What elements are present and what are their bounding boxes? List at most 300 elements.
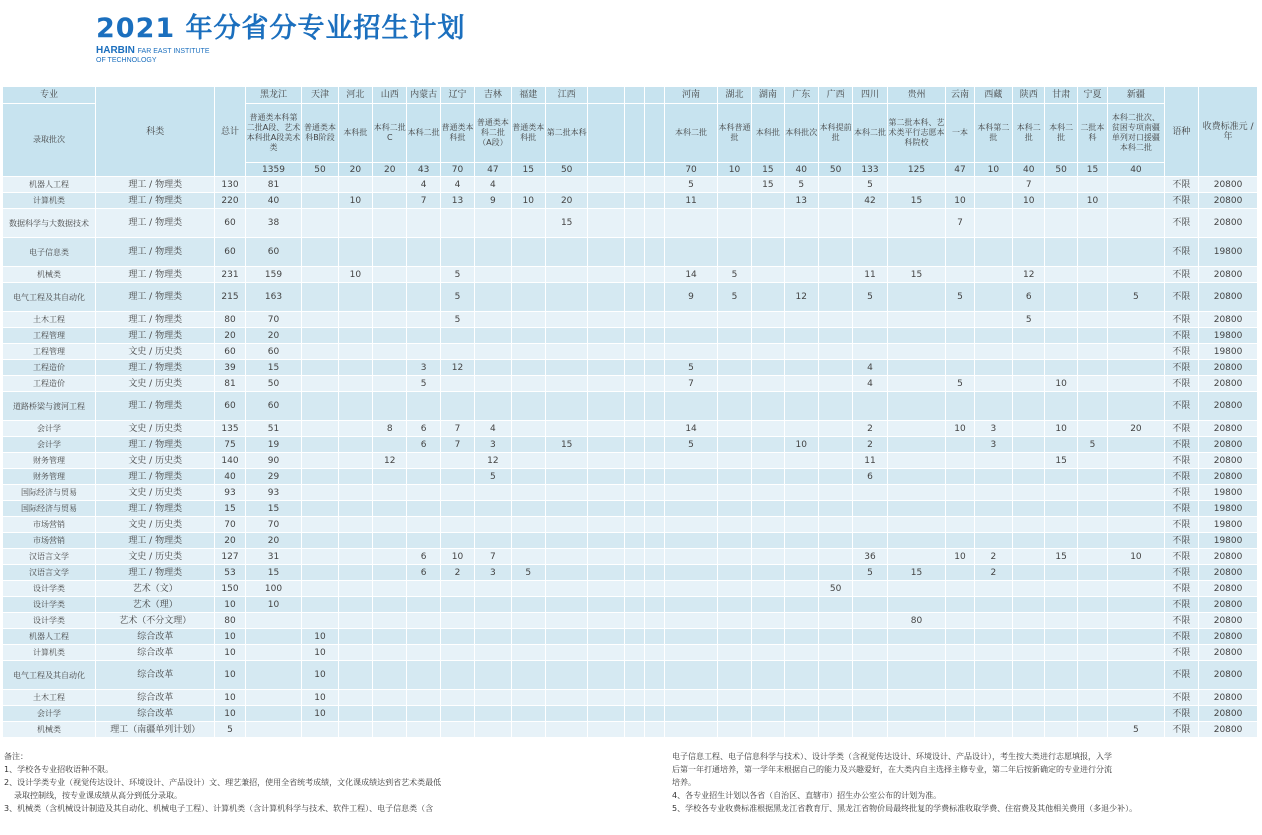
subject-cell: 综合改革	[96, 706, 215, 722]
quota-value-cell: 80	[887, 613, 946, 629]
quota-value-cell	[645, 565, 665, 581]
quota-value-cell	[245, 661, 302, 690]
total-cell: 80	[215, 613, 245, 629]
quota-value-cell	[853, 629, 887, 645]
quota-value-cell	[511, 690, 545, 706]
major-cell: 电气工程及其自动化	[3, 661, 96, 690]
quota-value-cell	[588, 283, 624, 312]
quota-value-cell	[752, 501, 784, 517]
quota-value-cell	[853, 209, 887, 238]
quota-value-cell	[373, 344, 407, 360]
quota-value-cell	[645, 501, 665, 517]
quota-value-cell	[624, 722, 644, 738]
quota-value-cell	[475, 283, 511, 312]
quota-value-cell	[545, 376, 587, 392]
quota-value-cell	[974, 661, 1012, 690]
quota-value-cell	[1077, 613, 1107, 629]
quota-value-cell	[475, 690, 511, 706]
quota-cell: 15	[1077, 163, 1107, 177]
table-row	[3, 392, 1258, 421]
quota-value-cell: 10	[302, 661, 338, 690]
quota-value-cell	[974, 485, 1012, 501]
quota-value-cell	[946, 613, 974, 629]
quota-value-cell	[1045, 437, 1077, 453]
quota-value-cell	[853, 661, 887, 690]
quota-value-cell	[338, 485, 372, 501]
quota-value-cell	[588, 565, 624, 581]
quota-value-cell	[665, 565, 718, 581]
note-3-cont: 培养。	[672, 778, 696, 787]
quota-value-cell	[1108, 193, 1165, 209]
total-cell: 53	[215, 565, 245, 581]
quota-value-cell	[645, 485, 665, 501]
quota-value-cell	[818, 613, 852, 629]
quota-value-cell	[818, 328, 852, 344]
quota-value-cell	[1077, 360, 1107, 376]
quota-value-cell	[784, 613, 818, 629]
quota-value-cell	[717, 613, 751, 629]
quota-value-cell	[545, 661, 587, 690]
table-row	[3, 453, 1258, 469]
quota-value-cell	[717, 706, 751, 722]
table-row	[3, 629, 1258, 645]
quota-value-cell	[974, 613, 1012, 629]
quota-value-cell	[752, 267, 784, 283]
quota-value-cell: 7	[1013, 177, 1045, 193]
quota-value-cell	[717, 629, 751, 645]
quota-value-cell	[784, 645, 818, 661]
quota-value-cell	[588, 360, 624, 376]
fee-cell: 20800	[1199, 629, 1258, 645]
quota-value-cell	[373, 565, 407, 581]
quota-value-cell	[511, 328, 545, 344]
quota-value-cell	[818, 267, 852, 283]
quota-value-cell: 70	[245, 312, 302, 328]
batch-header	[645, 104, 665, 163]
quota-value-cell	[302, 501, 338, 517]
quota-value-cell: 7	[946, 209, 974, 238]
quota-value-cell	[338, 177, 372, 193]
quota-value-cell	[717, 597, 751, 613]
quota-value-cell	[717, 344, 751, 360]
quota-value-cell	[717, 690, 751, 706]
quota-value-cell	[338, 437, 372, 453]
quota-value-cell: 14	[665, 267, 718, 283]
quota-value-cell: 50	[245, 376, 302, 392]
batch-header: 本科二批次、贫困专项南疆单列对口援疆本科二批	[1108, 104, 1165, 163]
quota-value-cell	[1013, 581, 1045, 597]
subject-cell: 理工 / 物理类	[96, 177, 215, 193]
quota-value-cell	[1077, 581, 1107, 597]
quota-value-cell	[665, 661, 718, 690]
quota-value-cell	[511, 581, 545, 597]
quota-value-cell	[1108, 392, 1165, 421]
logo-line2: OF TECHNOLOGY	[96, 57, 157, 64]
quota-value-cell	[1108, 267, 1165, 283]
province-header: 贵州	[887, 87, 946, 104]
province-header	[588, 87, 624, 104]
quota-value-cell	[245, 706, 302, 722]
quota-value-cell	[974, 360, 1012, 376]
quota-value-cell	[407, 629, 440, 645]
major-cell: 国际经济与贸易	[3, 501, 96, 517]
quota-value-cell	[407, 690, 440, 706]
quota-value-cell	[887, 421, 946, 437]
quota-value-cell: 10	[302, 645, 338, 661]
fee-cell: 20800	[1199, 613, 1258, 629]
quota-value-cell	[784, 597, 818, 613]
quota-value-cell	[717, 453, 751, 469]
language-cell: 不限	[1164, 645, 1198, 661]
quota-value-cell	[665, 392, 718, 421]
quota-value-cell	[440, 690, 474, 706]
enrollment-plan-table	[2, 86, 1258, 738]
quota-value-cell	[588, 421, 624, 437]
quota-value-cell	[302, 517, 338, 533]
quota-value-cell	[373, 469, 407, 485]
quota-value-cell	[1077, 722, 1107, 738]
quota-value-cell	[784, 706, 818, 722]
quota-value-cell	[887, 690, 946, 706]
quota-cell: 47	[946, 163, 974, 177]
quota-value-cell	[1013, 376, 1045, 392]
note-3-cont: 后第一年打通培养，第一学年末根据自己的能力及兴趣爱好，在大类内自主选择主修专业，第二年后按新确定的专业进行分流	[672, 765, 1112, 774]
quota-cell: 10	[974, 163, 1012, 177]
quota-value-cell	[545, 485, 587, 501]
quota-value-cell: 2	[974, 549, 1012, 565]
quota-value-cell	[784, 565, 818, 581]
subject-cell: 文史 / 历史类	[96, 485, 215, 501]
quota-value-cell	[338, 581, 372, 597]
quota-value-cell	[1077, 549, 1107, 565]
quota-value-cell	[338, 209, 372, 238]
quota-value-cell	[545, 344, 587, 360]
quota-value-cell	[511, 177, 545, 193]
quota-value-cell	[1077, 312, 1107, 328]
quota-value-cell	[1045, 267, 1077, 283]
subject-cell: 理工 / 物理类	[96, 565, 215, 581]
table-row	[3, 690, 1258, 706]
total-cell: 135	[215, 421, 245, 437]
major-cell: 设计学类	[3, 613, 96, 629]
quota-value-cell	[373, 517, 407, 533]
quota-value-cell	[475, 344, 511, 360]
language-cell: 不限	[1164, 485, 1198, 501]
major-cell: 电气工程及其自动化	[3, 283, 96, 312]
quota-value-cell	[1045, 581, 1077, 597]
quota-value-cell	[511, 469, 545, 485]
quota-value-cell	[407, 501, 440, 517]
major-cell: 国际经济与贸易	[3, 485, 96, 501]
quota-value-cell	[302, 193, 338, 209]
major-cell: 工程管理	[3, 328, 96, 344]
quota-value-cell	[475, 267, 511, 283]
quota-value-cell: 15	[245, 501, 302, 517]
quota-value-cell	[440, 344, 474, 360]
quota-value-cell: 11	[665, 193, 718, 209]
quota-value-cell: 7	[407, 193, 440, 209]
fee-cell: 20800	[1199, 267, 1258, 283]
quota-value-cell	[302, 597, 338, 613]
total-cell: 150	[215, 581, 245, 597]
language-cell: 不限	[1164, 629, 1198, 645]
quota-value-cell	[818, 706, 852, 722]
table-row	[3, 209, 1258, 238]
quota-value-cell	[407, 469, 440, 485]
quota-value-cell: 42	[853, 193, 887, 209]
quota-value-cell	[645, 177, 665, 193]
quota-value-cell	[373, 193, 407, 209]
quota-cell: 50	[302, 163, 338, 177]
quota-value-cell	[1045, 533, 1077, 549]
quota-value-cell	[752, 193, 784, 209]
quota-value-cell	[887, 581, 946, 597]
quota-value-cell	[407, 613, 440, 629]
quota-value-cell	[1108, 533, 1165, 549]
quota-value-cell: 3	[475, 565, 511, 581]
total-cell: 15	[215, 501, 245, 517]
quota-value-cell	[302, 533, 338, 549]
quota-value-cell	[245, 690, 302, 706]
quota-value-cell	[440, 706, 474, 722]
quota-value-cell	[974, 469, 1012, 485]
batch-header: 本科第二批	[974, 104, 1012, 163]
quota-value-cell	[440, 209, 474, 238]
quota-value-cell	[974, 597, 1012, 613]
quota-value-cell: 10	[302, 629, 338, 645]
quota-value-cell	[588, 549, 624, 565]
quota-value-cell	[818, 453, 852, 469]
table-row	[3, 485, 1258, 501]
total-cell: 231	[215, 267, 245, 283]
quota-value-cell	[784, 328, 818, 344]
major-cell: 机械类	[3, 722, 96, 738]
quota-value-cell	[1077, 238, 1107, 267]
quota-value-cell	[338, 283, 372, 312]
quota-value-cell	[853, 613, 887, 629]
language-cell: 不限	[1164, 517, 1198, 533]
quota-value-cell	[645, 392, 665, 421]
quota-value-cell	[475, 376, 511, 392]
quota-value-cell	[853, 533, 887, 549]
quota-value-cell	[645, 283, 665, 312]
quota-value-cell	[974, 312, 1012, 328]
quota-value-cell: 8	[373, 421, 407, 437]
language-cell: 不限	[1164, 267, 1198, 283]
quota-value-cell	[974, 645, 1012, 661]
fee-cell: 20800	[1199, 690, 1258, 706]
language-cell: 不限	[1164, 328, 1198, 344]
quota-value-cell	[475, 597, 511, 613]
quota-value-cell	[373, 267, 407, 283]
quota-value-cell	[1108, 645, 1165, 661]
quota-value-cell: 4	[440, 177, 474, 193]
quota-value-cell: 5	[717, 283, 751, 312]
quota-value-cell: 15	[887, 565, 946, 581]
quota-value-cell	[588, 437, 624, 453]
language-cell: 不限	[1164, 421, 1198, 437]
quota-value-cell	[784, 312, 818, 328]
quota-value-cell: 15	[752, 177, 784, 193]
quota-value-cell	[665, 238, 718, 267]
language-cell: 不限	[1164, 392, 1198, 421]
quota-value-cell	[1013, 392, 1045, 421]
quota-value-cell	[624, 581, 644, 597]
quota-value-cell	[887, 706, 946, 722]
quota-value-cell	[946, 344, 974, 360]
quota-value-cell	[407, 453, 440, 469]
note-2-cont: 录取控制线，按专业课成绩从高分到低分录取。	[14, 791, 182, 800]
batch-header	[588, 104, 624, 163]
batch-header: 本科批次	[784, 104, 818, 163]
quota-value-cell	[818, 421, 852, 437]
quota-value-cell: 12	[1013, 267, 1045, 283]
quota-value-cell	[1077, 629, 1107, 645]
quota-value-cell	[545, 690, 587, 706]
quota-value-cell	[511, 421, 545, 437]
quota-value-cell: 15	[245, 565, 302, 581]
quota-value-cell	[338, 328, 372, 344]
quota-value-cell	[588, 629, 624, 645]
quota-value-cell: 15	[1045, 453, 1077, 469]
quota-value-cell	[946, 177, 974, 193]
quota-value-cell	[407, 722, 440, 738]
quota-value-cell: 12	[373, 453, 407, 469]
quota-value-cell	[588, 722, 624, 738]
quota-value-cell	[946, 485, 974, 501]
quota-value-cell	[946, 581, 974, 597]
quota-value-cell	[338, 661, 372, 690]
quota-value-cell	[338, 453, 372, 469]
quota-value-cell	[784, 581, 818, 597]
quota-value-cell: 6	[407, 437, 440, 453]
quota-value-cell	[818, 376, 852, 392]
subject-cell: 理工 / 物理类	[96, 328, 215, 344]
language-cell: 不限	[1164, 193, 1198, 209]
quota-value-cell	[338, 392, 372, 421]
quota-value-cell	[887, 283, 946, 312]
batch-header: 本科二批	[1045, 104, 1077, 163]
quota-value-cell: 15	[887, 193, 946, 209]
quota-value-cell	[717, 645, 751, 661]
total-cell: 81	[215, 376, 245, 392]
quota-value-cell	[440, 469, 474, 485]
quota-value-cell	[1077, 517, 1107, 533]
quota-value-cell	[302, 376, 338, 392]
quota-value-cell	[511, 437, 545, 453]
quota-value-cell	[887, 629, 946, 645]
subject-cell: 理工 / 物理类	[96, 238, 215, 267]
fee-cell: 20800	[1199, 722, 1258, 738]
batch-header: 本科提前批	[818, 104, 852, 163]
quota-value-cell	[665, 690, 718, 706]
language-cell: 不限	[1164, 597, 1198, 613]
quota-value-cell	[1045, 209, 1077, 238]
subject-cell: 艺术（文）	[96, 581, 215, 597]
total-cell: 10	[215, 690, 245, 706]
quota-value-cell	[784, 209, 818, 238]
quota-value-cell	[1045, 469, 1077, 485]
quota-value-cell	[887, 238, 946, 267]
quota-value-cell	[645, 328, 665, 344]
batch-header: 第二批本科	[545, 104, 587, 163]
quota-cell: 15	[752, 163, 784, 177]
quota-value-cell	[784, 469, 818, 485]
quota-value-cell	[440, 485, 474, 501]
major-cell: 土木工程	[3, 312, 96, 328]
quota-value-cell	[752, 549, 784, 565]
quota-value-cell	[717, 469, 751, 485]
quota-value-cell: 5	[853, 283, 887, 312]
quota-value-cell	[1045, 661, 1077, 690]
quota-value-cell: 6	[407, 549, 440, 565]
quota-value-cell	[511, 267, 545, 283]
quota-value-cell	[1013, 517, 1045, 533]
quota-value-cell	[752, 629, 784, 645]
quota-cell: 15	[511, 163, 545, 177]
quota-value-cell	[588, 392, 624, 421]
quota-value-cell	[338, 613, 372, 629]
quota-value-cell	[588, 469, 624, 485]
subject-cell: 理工 / 物理类	[96, 501, 215, 517]
quota-value-cell	[588, 533, 624, 549]
quota-value-cell	[665, 453, 718, 469]
quota-value-cell	[1013, 344, 1045, 360]
quota-value-cell	[624, 193, 644, 209]
quota-value-cell	[588, 376, 624, 392]
quota-value-cell	[338, 645, 372, 661]
quota-value-cell	[784, 501, 818, 517]
quota-value-cell	[245, 722, 302, 738]
quota-value-cell	[511, 661, 545, 690]
quota-value-cell	[373, 613, 407, 629]
quota-value-cell	[784, 517, 818, 533]
quota-value-cell	[645, 437, 665, 453]
subject-cell: 理工 / 物理类	[96, 533, 215, 549]
quota-value-cell	[974, 283, 1012, 312]
quota-cell	[624, 163, 644, 177]
quota-value-cell	[1077, 645, 1107, 661]
quota-value-cell	[245, 645, 302, 661]
quota-value-cell	[624, 437, 644, 453]
quota-value-cell	[624, 629, 644, 645]
quota-value-cell	[440, 597, 474, 613]
logo-line1: FAR EAST INSTITUTE	[137, 48, 210, 55]
quota-value-cell	[818, 517, 852, 533]
language-cell: 不限	[1164, 344, 1198, 360]
quota-value-cell	[752, 437, 784, 453]
quota-value-cell	[475, 238, 511, 267]
language-cell: 不限	[1164, 437, 1198, 453]
quota-value-cell	[407, 706, 440, 722]
quota-value-cell	[373, 533, 407, 549]
quota-value-cell	[1108, 485, 1165, 501]
quota-value-cell	[511, 283, 545, 312]
province-header: 黑龙江	[245, 87, 302, 104]
quota-value-cell	[338, 706, 372, 722]
quota-value-cell	[588, 613, 624, 629]
quota-value-cell: 5	[475, 469, 511, 485]
quota-value-cell	[1108, 344, 1165, 360]
enrollment-table-body	[3, 177, 1258, 738]
quota-value-cell: 6	[1013, 283, 1045, 312]
quota-value-cell: 7	[475, 549, 511, 565]
quota-value-cell	[665, 549, 718, 565]
quota-value-cell	[853, 722, 887, 738]
quota-value-cell	[887, 722, 946, 738]
quota-value-cell: 5	[784, 177, 818, 193]
fee-cell: 19800	[1199, 328, 1258, 344]
